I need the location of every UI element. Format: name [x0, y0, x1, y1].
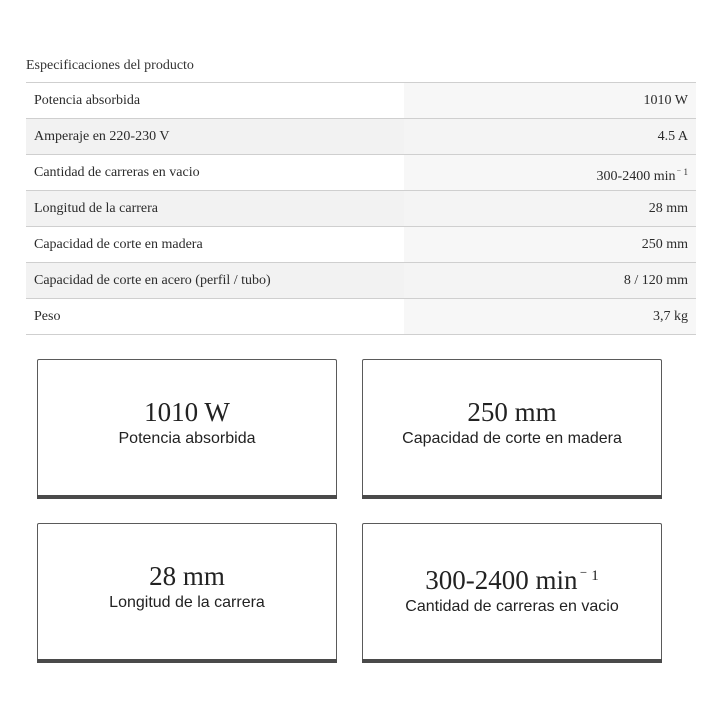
- spec-row-stroke-length: [26, 191, 696, 227]
- spec-label: Potencia absorbida: [34, 93, 141, 108]
- spec-value: 4.5 A: [404, 119, 696, 154]
- highlight-value: [363, 561, 661, 595]
- spec-value: [404, 155, 696, 190]
- highlight-value-text: 300-2400 min: [425, 565, 578, 595]
- spec-row-power: [26, 83, 696, 119]
- highlight-value-superscript: ⁻ 1: [579, 568, 599, 584]
- highlight-label: Longitud de la carrera: [109, 594, 265, 611]
- spec-row-weight: [26, 299, 696, 335]
- spec-label: Longitud de la carrera: [34, 201, 158, 216]
- spec-label: Amperaje en 220-230 V: [34, 129, 170, 144]
- spec-label: Capacidad de corte en acero (perfil / tubo): [34, 273, 271, 288]
- highlight-value: 250 mm: [467, 397, 557, 427]
- spec-row-wood-capacity: [26, 227, 696, 263]
- highlight-label: Cantidad de carreras en vacio: [405, 598, 619, 615]
- spec-table: [26, 82, 696, 335]
- highlight-card-wood-capacity: [362, 359, 662, 495]
- spec-value: 28 mm: [404, 191, 696, 226]
- spec-value-text: 300-2400 min: [596, 169, 676, 184]
- spec-value: 3,7 kg: [404, 299, 696, 334]
- highlight-label: Capacidad de corte en madera: [402, 430, 622, 447]
- spec-value: 8 / 120 mm: [404, 263, 696, 298]
- highlight-card-stroke-rate: [362, 523, 662, 659]
- highlight-label: Potencia absorbida: [118, 430, 256, 447]
- spec-value-superscript: ⁻ 1: [676, 167, 688, 177]
- highlight-value: 1010 W: [144, 397, 230, 427]
- spec-label: Cantidad de carreras en vacio: [34, 165, 200, 180]
- highlight-card-stroke-length: [37, 523, 337, 659]
- spec-value: 1010 W: [404, 83, 696, 118]
- spec-row-steel-capacity: [26, 263, 696, 299]
- highlight-value: 28 mm: [149, 561, 225, 591]
- spec-value: 250 mm: [404, 227, 696, 262]
- spec-row-stroke-rate: [26, 155, 696, 191]
- spec-row-amperage: [26, 119, 696, 155]
- highlight-card-power: [37, 359, 337, 495]
- spec-title: Especificaciones del producto: [26, 58, 194, 73]
- spec-label: Capacidad de corte en madera: [34, 237, 203, 252]
- spec-label: Peso: [34, 309, 61, 324]
